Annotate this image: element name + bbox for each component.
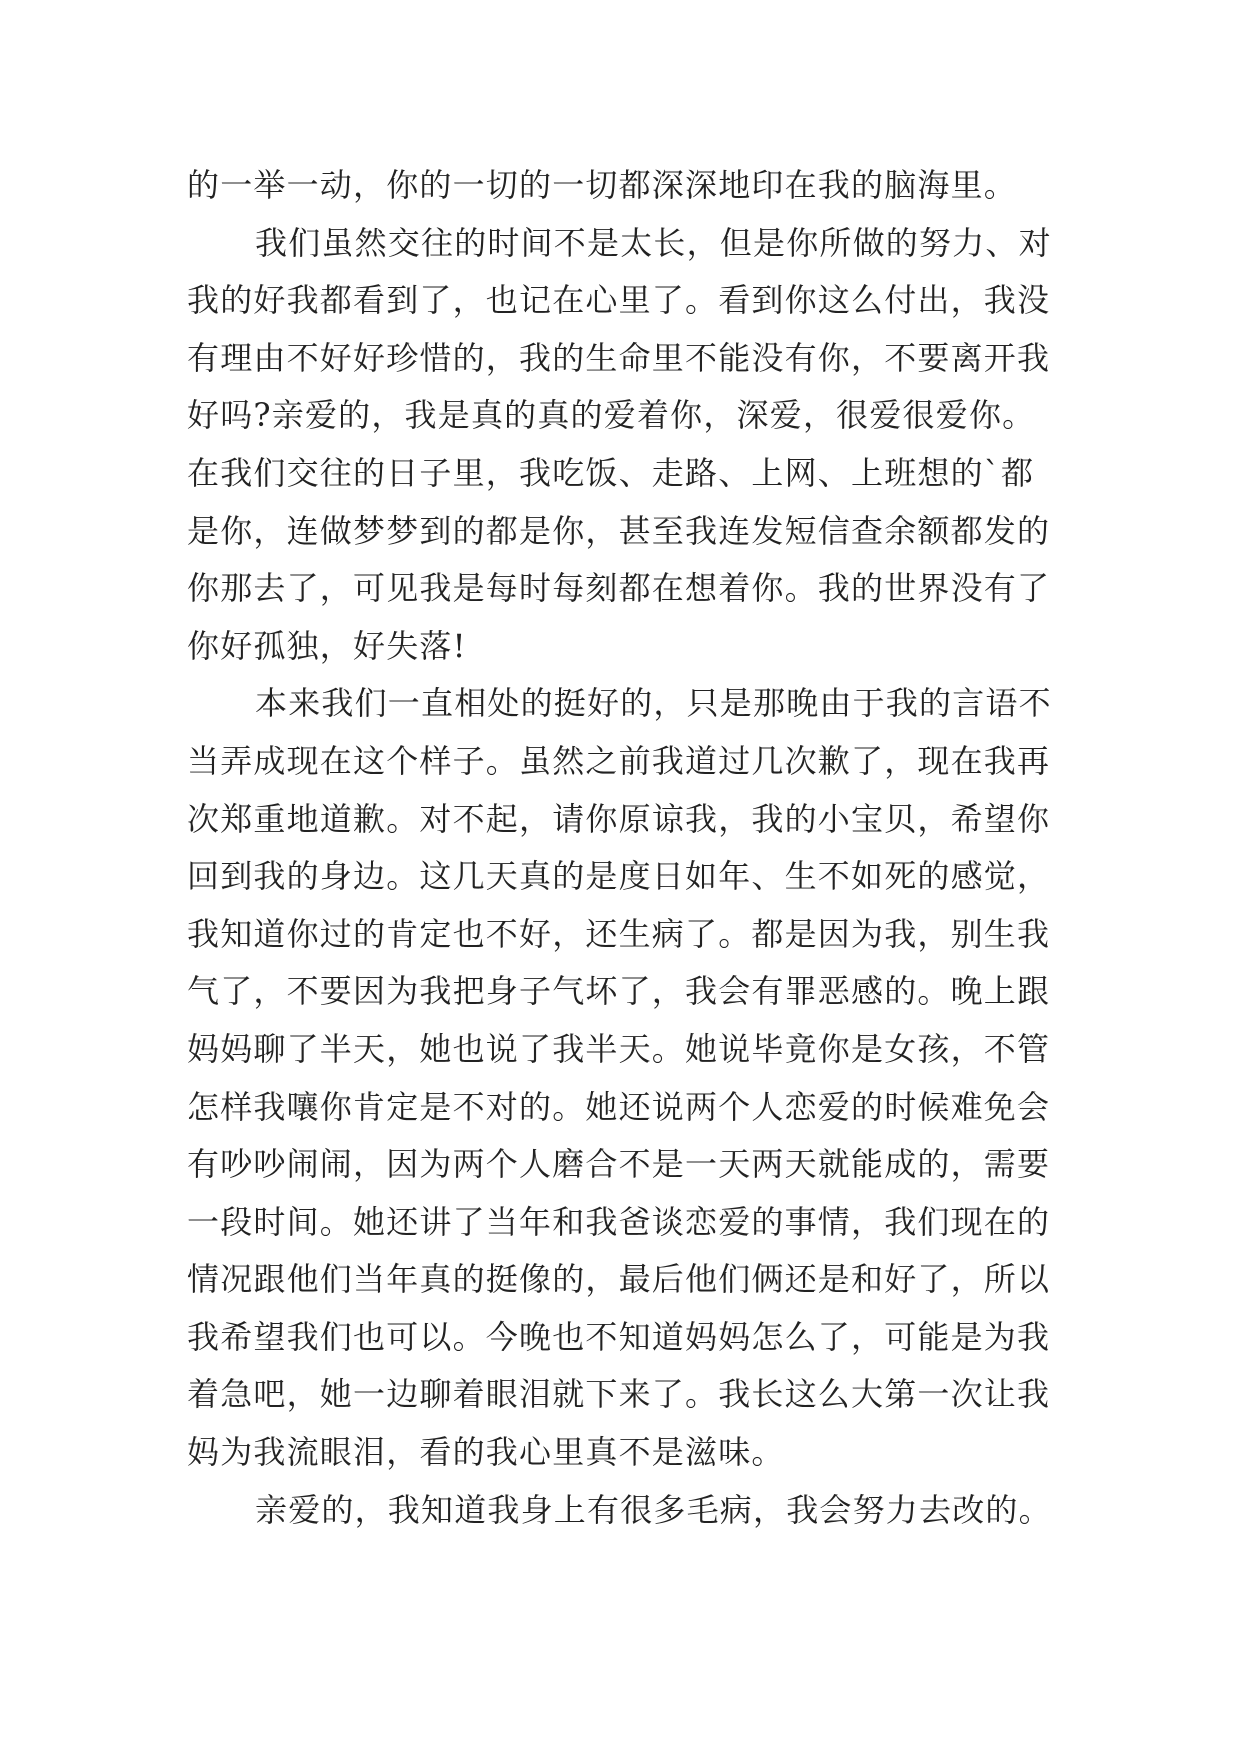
text-line: 气了，不要因为我把身子气坏了，我会有罪恶感的。晚上跟 [187, 972, 1051, 1011]
text-line: 情况跟他们当年真的挺像的，最后他们俩还是和好了，所以 [187, 1260, 1051, 1299]
text-line: 着急吧，她一边聊着眼泪就下来了。我长这么大第一次让我 [187, 1375, 1051, 1414]
text-line: 妈为我流眼泪，看的我心里真不是滋味。 [187, 1433, 785, 1472]
text-line: 次郑重地道歉。对不起，请你原谅我，我的小宝贝，希望你 [187, 799, 1051, 838]
text-line: 你那去了，可见我是每时每刻都在想着你。我的世界没有了 [187, 569, 1051, 608]
text-line: 有理由不好好珍惜的，我的生命里不能没有你，不要离开我 [187, 338, 1051, 377]
text-line: 怎样我嚷你肯定是不对的。她还说两个人恋爱的时候难免会 [187, 1087, 1051, 1126]
text-line: 我希望我们也可以。今晚也不知道妈妈怎么了，可能是为我 [187, 1317, 1051, 1356]
text-line: 好吗?亲爱的，我是真的真的爱着你，深爱，很爱很爱你。 [187, 396, 1036, 435]
paragraph-start-line: 本来我们一直相处的挺好的，只是那晚由于我的言语不 [255, 684, 1052, 723]
text-line: 你好孤独，好失落! [187, 626, 467, 665]
text-line: 我的好我都看到了，也记在心里了。看到你这么付出，我没 [187, 281, 1051, 320]
text-line: 我知道你过的肯定也不好，还生病了。都是因为我，别生我 [187, 914, 1051, 953]
body-text [187, 157, 1067, 1539]
text-line: 的一举一动，你的一切的一切都深深地印在我的脑海里。 [187, 166, 1018, 204]
text-line: 回到我的身边。这几天真的是度日如年、生不如死的感觉， [187, 857, 1051, 896]
text-line: 有吵吵闹闹，因为两个人磨合不是一天两天就能成的，需要 [187, 1145, 1051, 1184]
paragraph-start-line: 我们虽然交往的时间不是太长，但是你所做的努力、对 [255, 223, 1052, 262]
text-line: 当弄成现在这个样子。虽然之前我道过几次歉了，现在我再 [187, 741, 1051, 780]
text-line: 妈妈聊了半天，她也说了我半天。她说毕竟你是女孩，不管 [187, 1029, 1051, 1068]
paragraph-start-line: 亲爱的，我知道我身上有很多毛病，我会努力去改的。 [255, 1490, 1052, 1529]
text-line: 在我们交往的日子里，我吃饭、走路、上网、上班想的`都 [187, 453, 1035, 492]
text-line: 一段时间。她还讲了当年和我爸谈恋爱的事情，我们现在的 [187, 1202, 1051, 1241]
text-line: 是你，连做梦梦到的都是你，甚至我连发短信查余额都发的 [187, 511, 1051, 550]
